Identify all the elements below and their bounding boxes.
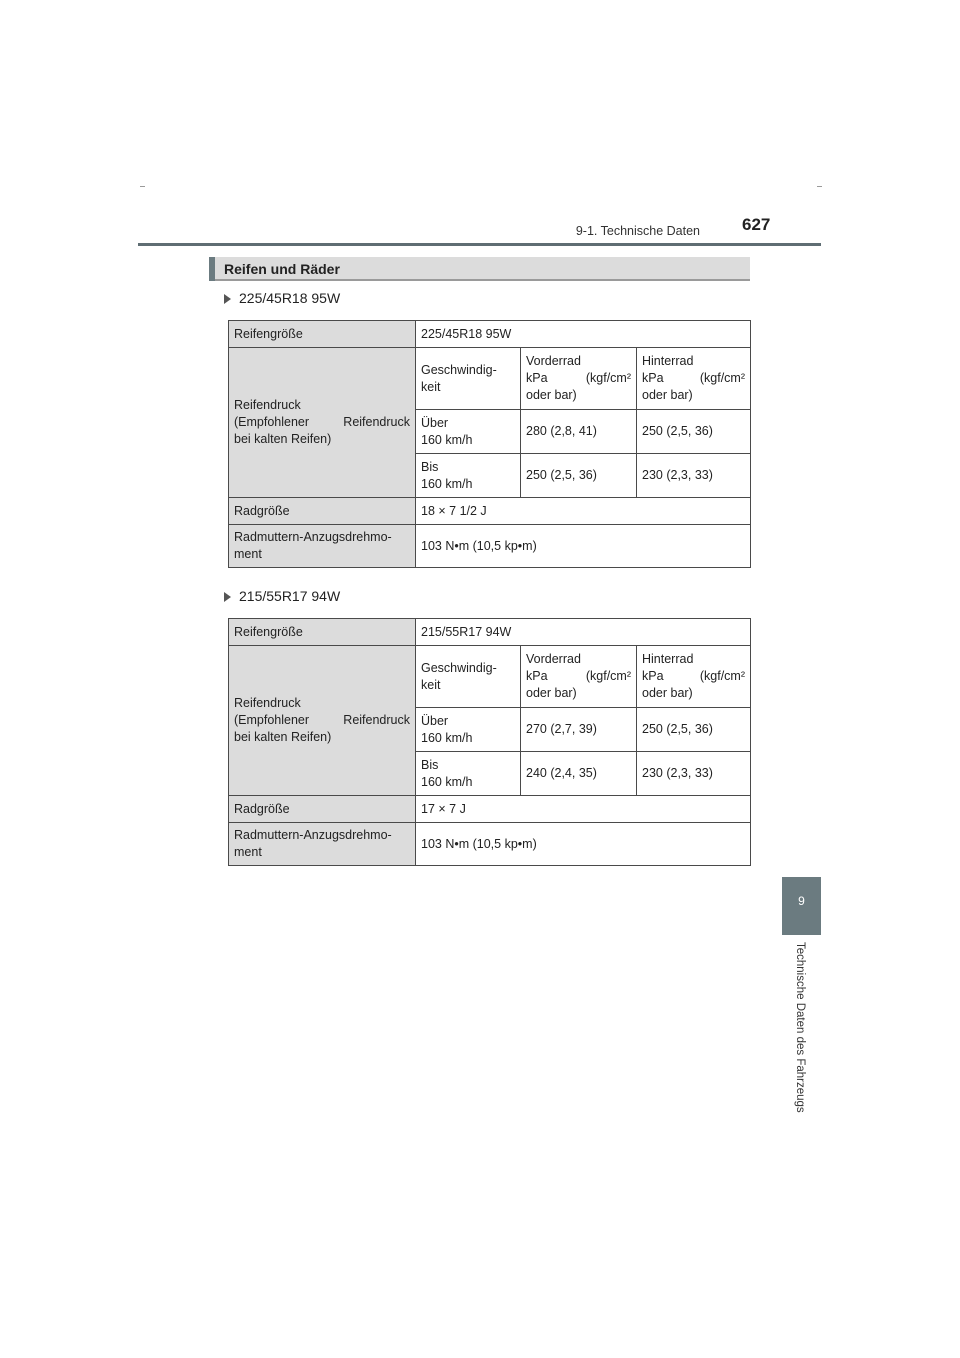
- front-header-line: oder bar): [526, 686, 577, 700]
- wheel-size-value: 17 × 7 J: [416, 796, 751, 823]
- pressure-label: [229, 646, 416, 796]
- front-wheel-header: [521, 646, 637, 708]
- crop-mark-right: [817, 186, 822, 187]
- page-number: 627: [742, 215, 771, 234]
- upto-speed-line: 160 km/h: [421, 476, 473, 491]
- heading-accent-bar: [209, 257, 215, 281]
- pressure-label-line: (Empfohlener Reifendruck: [234, 415, 410, 429]
- torque-value: 103 N•m (10,5 kp•m): [416, 525, 751, 568]
- speed-header-line: keit: [421, 379, 441, 394]
- pressure-label-line: bei kalten Reifen): [234, 432, 332, 446]
- rear-header-line: Hinterrad: [642, 354, 694, 368]
- over-speed-label: [416, 708, 521, 752]
- chapter-number: 9: [798, 894, 805, 908]
- speed-header: [416, 348, 521, 410]
- rear-header-line: Hinterrad: [642, 652, 694, 666]
- tire-size-label: Reifengröße: [229, 321, 416, 348]
- front-header-line: Vorderrad: [526, 354, 581, 368]
- wheel-size-label: Radgröße: [229, 498, 416, 525]
- torque-label-line: Radmuttern-Anzugsdrehmo-: [234, 530, 392, 544]
- torque-label: [229, 823, 416, 866]
- pressure-label-line: Reifendruck: [234, 398, 301, 412]
- front-wheel-header: [521, 348, 637, 410]
- torque-label-line: ment: [234, 547, 262, 561]
- wheel-size-label: Radgröße: [229, 796, 416, 823]
- upto-speed-line: Bis: [421, 459, 439, 474]
- table-row: [229, 321, 751, 348]
- table-row: [229, 525, 751, 568]
- torque-label-line: ment: [234, 845, 262, 859]
- upto-speed-line: 160 km/h: [421, 774, 473, 789]
- tire-size-label: Reifengröße: [229, 619, 416, 646]
- speed-header-line: keit: [421, 677, 441, 692]
- variant-label-text: 215/55R17 94W: [239, 588, 341, 604]
- over-speed-line: 160 km/h: [421, 432, 473, 447]
- pressure-label-line: bei kalten Reifen): [234, 730, 332, 744]
- variant-label: [224, 290, 340, 306]
- torque-label-line: Radmuttern-Anzugsdrehmo-: [234, 828, 392, 842]
- rear-header-line: kPa (kgf/cm²: [642, 371, 745, 385]
- table-row: [229, 646, 751, 708]
- over-speed-line: Über: [421, 415, 449, 430]
- upto-front-value: 240 (2,4, 35): [521, 752, 637, 796]
- speed-header-line: Geschwindig-: [421, 660, 497, 675]
- table-row: [229, 823, 751, 866]
- over-speed-line: Über: [421, 713, 449, 728]
- pressure-label-line: Reifendruck: [234, 696, 301, 710]
- rear-header-line: oder bar): [642, 686, 693, 700]
- section-heading: [209, 257, 750, 281]
- upto-speed-line: Bis: [421, 757, 439, 772]
- table-row: [229, 498, 751, 525]
- pressure-label-line: (Empfohlener Reifendruck: [234, 713, 410, 727]
- over-speed-line: 160 km/h: [421, 730, 473, 745]
- upto-front-value: 250 (2,5, 36): [521, 454, 637, 498]
- rear-header-line: kPa (kgf/cm²: [642, 669, 745, 683]
- front-header-line: Vorderrad: [526, 652, 581, 666]
- table-row: [229, 619, 751, 646]
- torque-value: 103 N•m (10,5 kp•m): [416, 823, 751, 866]
- wheel-size-value: 18 × 7 1/2 J: [416, 498, 751, 525]
- front-header-line: kPa (kgf/cm²: [526, 669, 631, 683]
- variant-label-text: 225/45R18 95W: [239, 290, 341, 306]
- speed-header: [416, 646, 521, 708]
- spec-table: [228, 320, 751, 568]
- upto-rear-value: 230 (2,3, 33): [637, 752, 751, 796]
- over-rear-value: 250 (2,5, 36): [637, 708, 751, 752]
- tire-size-value: 225/45R18 95W: [416, 321, 751, 348]
- torque-label: [229, 525, 416, 568]
- bullet-arrow-icon: [224, 592, 231, 602]
- over-front-value: 280 (2,8, 41): [521, 410, 637, 454]
- variant-label: [224, 588, 340, 604]
- bullet-arrow-icon: [224, 294, 231, 304]
- table-row: [229, 796, 751, 823]
- rear-wheel-header: [637, 348, 751, 410]
- tire-size-value: 215/55R17 94W: [416, 619, 751, 646]
- over-speed-label: [416, 410, 521, 454]
- pressure-label: [229, 348, 416, 498]
- front-header-line: oder bar): [526, 388, 577, 402]
- section-heading-label: Reifen und Räder: [224, 261, 340, 277]
- spec-table: [228, 618, 751, 866]
- upto-speed-label: [416, 752, 521, 796]
- chapter-tab[interactable]: [782, 877, 821, 935]
- rear-wheel-header: [637, 646, 751, 708]
- upto-speed-label: [416, 454, 521, 498]
- front-header-line: kPa (kgf/cm²: [526, 371, 631, 385]
- table-row: [229, 348, 751, 410]
- chapter-title: Technische Daten des Fahrzeugs: [794, 942, 806, 1113]
- upto-rear-value: 230 (2,3, 33): [637, 454, 751, 498]
- crop-mark-left: [140, 186, 145, 187]
- speed-header-line: Geschwindig-: [421, 362, 497, 377]
- over-front-value: 270 (2,7, 39): [521, 708, 637, 752]
- header-rule: [138, 243, 821, 246]
- rear-header-line: oder bar): [642, 388, 693, 402]
- over-rear-value: 250 (2,5, 36): [637, 410, 751, 454]
- header-section-title: 9-1. Technische Daten: [575, 224, 700, 238]
